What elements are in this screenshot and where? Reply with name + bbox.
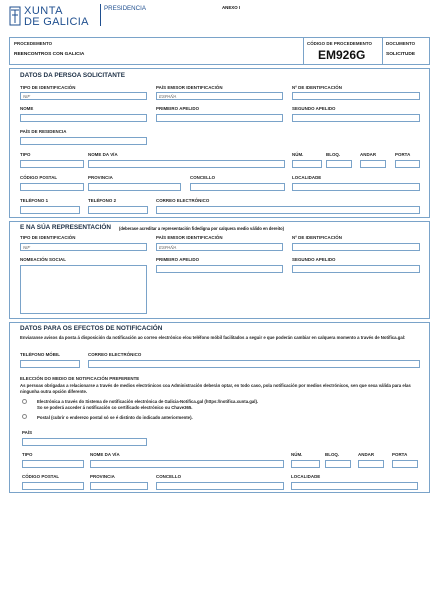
notif-street-type-label: TIPO <box>22 452 33 457</box>
rep-id-type-label: TIPO DE IDENTIFICACIÓN <box>20 235 76 240</box>
procedure-divider-1 <box>303 37 304 65</box>
notif-choice-text: As persoas obrigadas a relacionarse a través de medios electrónicos coa Administración deberán optar, en todo caso, pola notificación por medios electrónicos, sen que sexa válida para elas ningunha outra opción diferente. <box>20 383 411 394</box>
applicant-block-label: BLOQ. <box>326 152 341 157</box>
applicant-floor-label: ANDAR <box>360 152 377 157</box>
notification-title: DATOS PARA OS EFECTOS DE NOTIFICACIÓN <box>20 325 163 332</box>
notif-block-label: BLOQ. <box>325 452 340 457</box>
applicant-postcode-field[interactable] <box>20 183 84 191</box>
rep-surname2-label: SEGUNDO APELIDO <box>292 257 336 262</box>
applicant-door-field[interactable] <box>395 160 420 168</box>
xunta-emblem-icon <box>9 6 21 26</box>
notif-mobile-field[interactable] <box>20 360 80 368</box>
notif-block-field[interactable] <box>325 460 351 468</box>
applicant-id-type-field[interactable]: NIF <box>20 92 147 100</box>
notif-email-label: CORREO ELECTRÓNICO <box>88 352 142 357</box>
representative-title: E NA SÚA REPRESENTACIÓN <box>20 224 112 231</box>
applicant-phone1-field[interactable] <box>20 206 80 214</box>
procedure-divider-2 <box>382 37 383 65</box>
rep-issuer-country-field[interactable]: ESPAÑA <box>156 243 283 251</box>
notif-door-field[interactable] <box>392 460 418 468</box>
notif-country-label: PAÍS <box>22 430 33 435</box>
applicant-number-label: NÚM. <box>292 152 304 157</box>
logo-line-1: XUNTA <box>24 5 63 17</box>
applicant-phone1-label: TELÉFONO 1 <box>20 198 49 203</box>
applicant-street-name-label: NOME DA VÍA <box>88 152 118 157</box>
rep-id-number-label: Nº DE IDENTIFICACIÓN <box>292 235 342 240</box>
procedure-code-value: EM926G <box>318 48 366 62</box>
notif-province-label: PROVINCIA <box>90 474 115 479</box>
applicant-name-field[interactable] <box>20 114 147 122</box>
applicant-street-name-field[interactable] <box>88 160 285 168</box>
notif-floor-label: ANDAR <box>358 452 375 457</box>
applicant-issuer-country-field[interactable]: ESPAÑA <box>156 92 283 100</box>
notification-intro: Enviaranse avisos da posta á disposición da notificación ao correo electrónico e/ou teléfono móbil facilitados a seguir e que poderán cambiar en calquera momento a través de Notifica.gal: <box>20 335 406 340</box>
applicant-name-label: NOME <box>20 106 34 111</box>
applicant-surname2-label: SEGUNDO APELIDO <box>292 106 336 111</box>
applicant-council-label: CONCELLO <box>190 175 216 180</box>
anexo-label: ANEXO I <box>222 5 241 10</box>
notif-council-field[interactable] <box>156 482 284 490</box>
notif-council-label: CONCELLO <box>156 474 182 479</box>
applicant-floor-field[interactable] <box>360 160 386 168</box>
applicant-id-number-field[interactable] <box>292 92 420 100</box>
notif-electronic-text: a través do Sistema de notificación electrónica de Galicia-Notifica.gal (https://notifica.xunta.gal). <box>61 399 259 404</box>
applicant-surname1-field[interactable] <box>156 114 283 122</box>
notif-door-label: PORTA <box>392 452 408 457</box>
applicant-residence-country-field[interactable] <box>20 137 147 145</box>
applicant-surname1-label: PRIMEIRO APELIDO <box>156 106 200 111</box>
notif-postal-radio[interactable] <box>22 414 27 419</box>
notif-floor-field[interactable] <box>358 460 384 468</box>
rep-surname2-field[interactable] <box>292 265 420 273</box>
applicant-postcode-label: CÓDIGO POSTAL <box>20 175 58 180</box>
xunta-logo <box>9 4 109 30</box>
applicant-locality-field[interactable] <box>292 183 420 191</box>
notif-number-label: NÚM. <box>291 452 303 457</box>
logo-divider <box>100 4 101 26</box>
applicant-id-type-label: TIPO DE IDENTIFICACIÓN <box>20 85 76 90</box>
rep-surname1-field[interactable] <box>156 265 283 273</box>
applicant-street-type-field[interactable] <box>20 160 84 168</box>
procedure-label: PROCEDEMENTO <box>14 41 53 46</box>
applicant-door-label: PORTA <box>395 152 411 157</box>
applicant-block-field[interactable] <box>326 160 352 168</box>
notif-email-field[interactable] <box>88 360 420 368</box>
notif-locality-label: LOCALIDADE <box>291 474 321 479</box>
notif-province-field[interactable] <box>90 482 148 490</box>
applicant-id-number-label: Nº DE IDENTIFICACIÓN <box>292 85 342 90</box>
applicant-email-field[interactable] <box>156 206 420 214</box>
notif-postal-text: (cubrir o enderezo postal só se é distinto do indicado anteriormente). <box>51 415 193 420</box>
rep-social-name-field[interactable] <box>20 265 147 314</box>
rep-id-number-field[interactable] <box>292 243 420 251</box>
representative-subtitle: (deberase acreditar a representación fidedigna por calquera medio válido en dereito) <box>119 225 284 231</box>
applicant-issuer-country-label: PAÍS EMISOR IDENTIFICACIÓN <box>156 85 223 90</box>
document-value: SOLICITUDE <box>386 52 416 57</box>
notif-street-name-field[interactable] <box>90 460 284 468</box>
notif-locality-field[interactable] <box>291 482 418 490</box>
notif-electronic-radio[interactable] <box>22 399 27 404</box>
notif-electronic-line2: So se poderá acceder á notificación co certificado electrónico ou Chave365. <box>37 405 193 410</box>
applicant-number-field[interactable] <box>292 160 322 168</box>
applicant-email-label: CORREO ELECTRÓNICO <box>156 198 210 203</box>
logo-line-2: DE GALICIA <box>24 16 89 28</box>
applicant-province-field[interactable] <box>88 183 181 191</box>
applicant-surname2-field[interactable] <box>292 114 420 122</box>
presidencia-label: PRESIDENCIA <box>104 5 146 12</box>
notif-mobile-label: TELÉFONO MÓBIL <box>20 352 60 357</box>
notif-choice-label: ELECCIÓN DO MEDIO DE NOTIFICACIÓN PREFERENTE <box>20 376 140 381</box>
rep-social-name-label: NOMEACIÓN SOCIAL <box>20 257 66 262</box>
notif-street-type-field[interactable] <box>22 460 84 468</box>
document-label: DOCUMENTO <box>386 41 416 46</box>
notif-electronic-option <box>37 399 407 405</box>
notif-postal-option <box>37 415 407 421</box>
applicant-phone2-field[interactable] <box>88 206 148 214</box>
applicant-street-type-label: TIPO <box>20 152 31 157</box>
applicant-title: DATOS DA PERSOA SOLICITANTE <box>20 72 125 79</box>
notif-street-name-label: NOME DA VÍA <box>90 452 120 457</box>
applicant-locality-label: LOCALIDADE <box>292 175 322 180</box>
rep-surname1-label: PRIMEIRO APELIDO <box>156 257 200 262</box>
notif-electronic-bold: Electrónica <box>37 399 61 404</box>
notif-postcode-label: CÓDIGO POSTAL <box>22 474 60 479</box>
applicant-phone2-label: TELÉFONO 2 <box>88 198 117 203</box>
notif-country-field[interactable] <box>22 438 147 446</box>
notif-postal-bold: Postal <box>37 415 50 420</box>
applicant-province-label: PROVINCIA <box>88 175 113 180</box>
rep-id-type-field[interactable]: NIF <box>20 243 147 251</box>
rep-issuer-country-label: PAÍS EMISOR IDENTIFICACIÓN <box>156 235 223 240</box>
procedure-code-label: CÓDIGO DE PROCEDEMENTO <box>307 41 372 46</box>
applicant-council-field[interactable] <box>190 183 285 191</box>
procedure-value: REENCONTROS CON GALICIA <box>14 52 85 57</box>
notif-postcode-field[interactable] <box>22 482 84 490</box>
notif-number-field[interactable] <box>291 460 320 468</box>
applicant-residence-country-label: PAÍS DE RESIDENCIA <box>20 129 67 134</box>
